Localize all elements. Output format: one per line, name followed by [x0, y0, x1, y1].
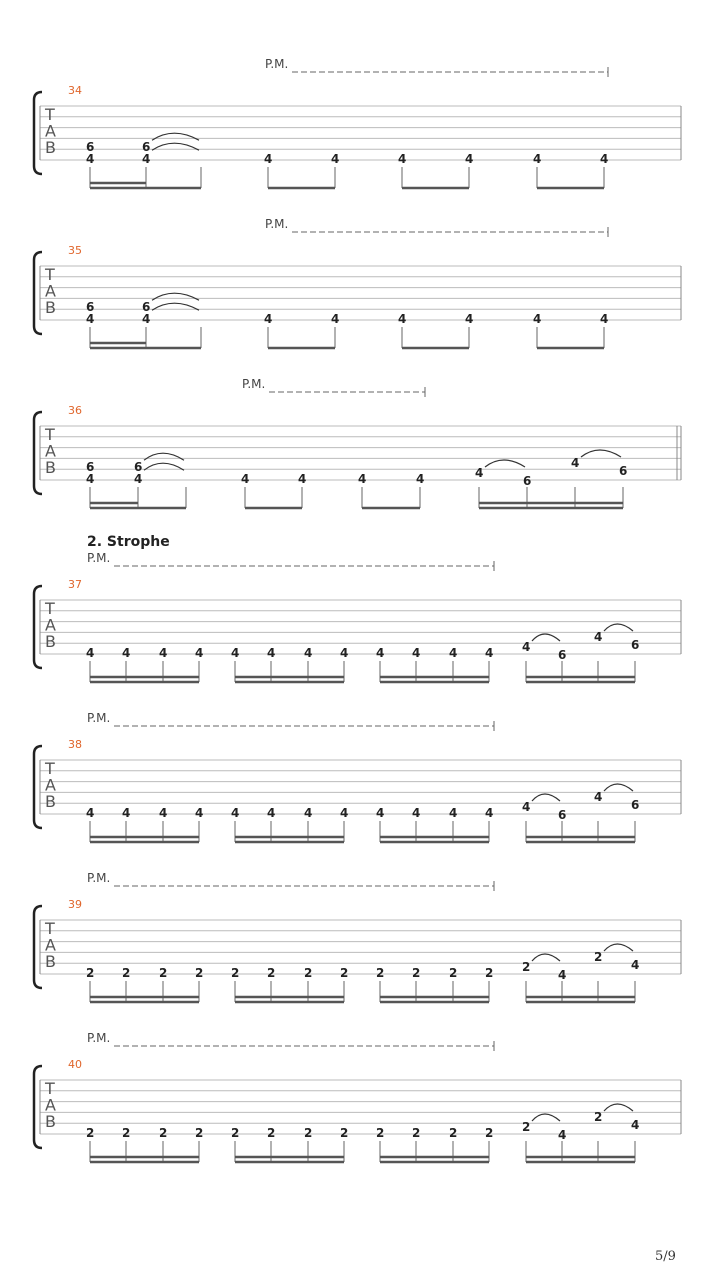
tab-clef-letter: T — [45, 599, 55, 618]
fret-number: 4 — [376, 806, 385, 820]
fret-number: 2 — [340, 1126, 349, 1140]
fret-number: 2 — [594, 1110, 603, 1124]
fret-number: 4 — [298, 472, 307, 486]
fret-number: 6 — [558, 808, 567, 822]
tab-system — [0, 376, 720, 536]
fret-number: 2 — [267, 1126, 276, 1140]
fret-number: 4 — [631, 958, 640, 972]
fret-number: 4 — [522, 640, 531, 654]
page-number: 5/9 — [655, 1249, 676, 1264]
tab-system — [0, 56, 720, 216]
tab-staff-svg — [0, 376, 720, 536]
fret-number: 4 — [376, 646, 385, 660]
slur — [604, 784, 633, 791]
fret-number: 4 — [304, 806, 313, 820]
tab-system — [0, 550, 720, 710]
fret-number: 6 — [86, 140, 95, 155]
tab-clef-letter: T — [45, 265, 55, 284]
system-bracket — [34, 412, 42, 494]
tab-clef-letter: A — [45, 281, 56, 301]
fret-number: 4 — [558, 1128, 567, 1142]
fret-number: 2 — [485, 1126, 494, 1140]
measure-number: 36 — [68, 404, 82, 417]
fret-number: 6 — [142, 300, 151, 315]
fret-number: 4 — [631, 1118, 640, 1132]
slur — [532, 634, 560, 641]
tab-clef-letter: B — [45, 952, 56, 971]
fret-number: 2 — [304, 1126, 313, 1140]
fret-number: 4 — [398, 152, 407, 166]
fret-number: 4 — [412, 646, 421, 660]
fret-number: 4 — [264, 152, 273, 166]
tab-clef-letter: A — [45, 615, 56, 635]
palm-mute-label: P.M. — [87, 711, 111, 725]
fret-number: 4 — [267, 806, 276, 820]
tab-clef-letter: A — [45, 935, 56, 955]
measure-number: 38 — [68, 738, 82, 751]
system-bracket — [34, 92, 42, 174]
fret-number: 6 — [134, 460, 143, 475]
fret-number: 4 — [533, 312, 542, 326]
slur — [152, 133, 199, 140]
fret-number: 6 — [631, 638, 640, 652]
fret-number: 4 — [159, 806, 168, 820]
fret-number: 2 — [231, 966, 240, 980]
tab-staff-svg — [0, 56, 720, 216]
tab-clef-letter: B — [45, 298, 56, 317]
fret-number: 4 — [465, 312, 474, 326]
tab-clef-letter: A — [45, 441, 56, 461]
tab-clef-letter: T — [45, 919, 55, 938]
slur — [581, 450, 621, 457]
fret-number: 4 — [267, 646, 276, 660]
slur — [532, 1114, 560, 1121]
fret-number: 4 — [264, 312, 273, 326]
fret-number: 6 — [86, 460, 95, 475]
measure-number: 35 — [68, 244, 82, 257]
fret-number: 4 — [122, 646, 131, 660]
tab-system — [0, 710, 720, 870]
tab-clef-letter: B — [45, 1112, 56, 1131]
fret-number: 4 — [231, 806, 240, 820]
fret-number: 4 — [142, 152, 151, 166]
fret-number: 4 — [398, 312, 407, 326]
slur — [532, 954, 560, 961]
fret-number: 2 — [412, 1126, 421, 1140]
fret-number: 2 — [449, 966, 458, 980]
slur — [485, 460, 525, 467]
tab-staff-svg — [0, 710, 720, 870]
slur — [144, 453, 184, 460]
fret-number: 4 — [475, 466, 484, 480]
fret-number: 4 — [122, 806, 131, 820]
fret-number: 4 — [522, 800, 531, 814]
tab-clef-letter: B — [45, 792, 56, 811]
palm-mute-label: P.M. — [265, 57, 289, 71]
fret-number: 2 — [522, 1120, 531, 1134]
fret-number: 4 — [134, 472, 143, 486]
fret-number: 2 — [412, 966, 421, 980]
slur — [532, 794, 560, 801]
fret-number: 4 — [571, 456, 580, 470]
slur — [152, 293, 199, 300]
fret-number: 4 — [465, 152, 474, 166]
tab-system — [0, 870, 720, 1030]
fret-number: 2 — [594, 950, 603, 964]
tab-clef-letter: A — [45, 121, 56, 141]
measure-number: 40 — [68, 1058, 82, 1071]
system-bracket — [34, 1066, 42, 1148]
tab-staff-svg — [0, 1030, 720, 1190]
fret-number: 2 — [122, 966, 131, 980]
fret-number: 4 — [86, 646, 95, 660]
palm-mute-label: P.M. — [87, 871, 111, 885]
slur — [604, 624, 633, 631]
fret-number: 6 — [631, 798, 640, 812]
tab-clef-letter: A — [45, 1095, 56, 1115]
fret-number: 4 — [86, 152, 95, 166]
fret-number: 2 — [159, 1126, 168, 1140]
tab-clef-letter: T — [45, 105, 55, 124]
fret-number: 2 — [304, 966, 313, 980]
measure-number: 37 — [68, 578, 82, 591]
fret-number: 4 — [594, 630, 603, 644]
fret-number: 6 — [619, 464, 628, 478]
fret-number: 4 — [195, 646, 204, 660]
fret-number: 6 — [558, 648, 567, 662]
fret-number: 2 — [376, 966, 385, 980]
fret-number: 4 — [340, 806, 349, 820]
fret-number: 4 — [304, 646, 313, 660]
tab-staff-svg — [0, 870, 720, 1030]
fret-number: 4 — [241, 472, 250, 486]
fret-number: 4 — [86, 312, 95, 326]
slur — [604, 1104, 633, 1111]
fret-number: 4 — [331, 312, 340, 326]
section-title: 2. Strophe — [87, 534, 170, 550]
measure-number: 34 — [68, 84, 82, 97]
fret-number: 4 — [449, 646, 458, 660]
fret-number: 4 — [331, 152, 340, 166]
fret-number: 4 — [600, 152, 609, 166]
palm-mute-label: P.M. — [242, 377, 266, 391]
palm-mute-label: P.M. — [87, 551, 111, 565]
system-bracket — [34, 586, 42, 668]
fret-number: 6 — [86, 300, 95, 315]
fret-number: 2 — [231, 1126, 240, 1140]
fret-number: 2 — [340, 966, 349, 980]
tab-clef-letter: T — [45, 1079, 55, 1098]
fret-number: 4 — [594, 790, 603, 804]
fret-number: 2 — [195, 1126, 204, 1140]
fret-number: 2 — [449, 1126, 458, 1140]
fret-number: 2 — [522, 960, 531, 974]
fret-number: 4 — [416, 472, 425, 486]
fret-number: 2 — [122, 1126, 131, 1140]
fret-number: 4 — [142, 312, 151, 326]
fret-number: 4 — [231, 646, 240, 660]
fret-number: 4 — [340, 646, 349, 660]
fret-number: 4 — [558, 968, 567, 982]
tab-clef-letter: B — [45, 458, 56, 477]
fret-number: 2 — [86, 966, 95, 980]
fret-number: 2 — [159, 966, 168, 980]
fret-number: 4 — [449, 806, 458, 820]
fret-number: 4 — [195, 806, 204, 820]
fret-number: 4 — [358, 472, 367, 486]
tab-clef-letter: A — [45, 775, 56, 795]
tab-clef-letter: B — [45, 632, 56, 651]
system-bracket — [34, 906, 42, 988]
tab-clef-letter: T — [45, 425, 55, 444]
fret-number: 2 — [195, 966, 204, 980]
palm-mute-label: P.M. — [87, 1031, 111, 1045]
fret-number: 4 — [485, 646, 494, 660]
fret-number: 2 — [376, 1126, 385, 1140]
fret-number: 2 — [267, 966, 276, 980]
slur — [604, 944, 633, 951]
palm-mute-label: P.M. — [265, 217, 289, 231]
fret-number: 6 — [142, 140, 151, 155]
tab-staff-svg — [0, 550, 720, 710]
tab-staff-svg — [0, 216, 720, 376]
fret-number: 4 — [412, 806, 421, 820]
system-bracket — [34, 252, 42, 334]
fret-number: 2 — [485, 966, 494, 980]
tab-clef-letter: T — [45, 759, 55, 778]
tab-system — [0, 216, 720, 376]
fret-number: 4 — [485, 806, 494, 820]
fret-number: 2 — [86, 1126, 95, 1140]
tab-clef-letter: B — [45, 138, 56, 157]
fret-number: 6 — [523, 474, 532, 488]
fret-number: 4 — [159, 646, 168, 660]
measure-number: 39 — [68, 898, 82, 911]
fret-number: 4 — [86, 806, 95, 820]
fret-number: 4 — [86, 472, 95, 486]
tab-system — [0, 1030, 720, 1190]
fret-number: 4 — [533, 152, 542, 166]
system-bracket — [34, 746, 42, 828]
fret-number: 4 — [600, 312, 609, 326]
